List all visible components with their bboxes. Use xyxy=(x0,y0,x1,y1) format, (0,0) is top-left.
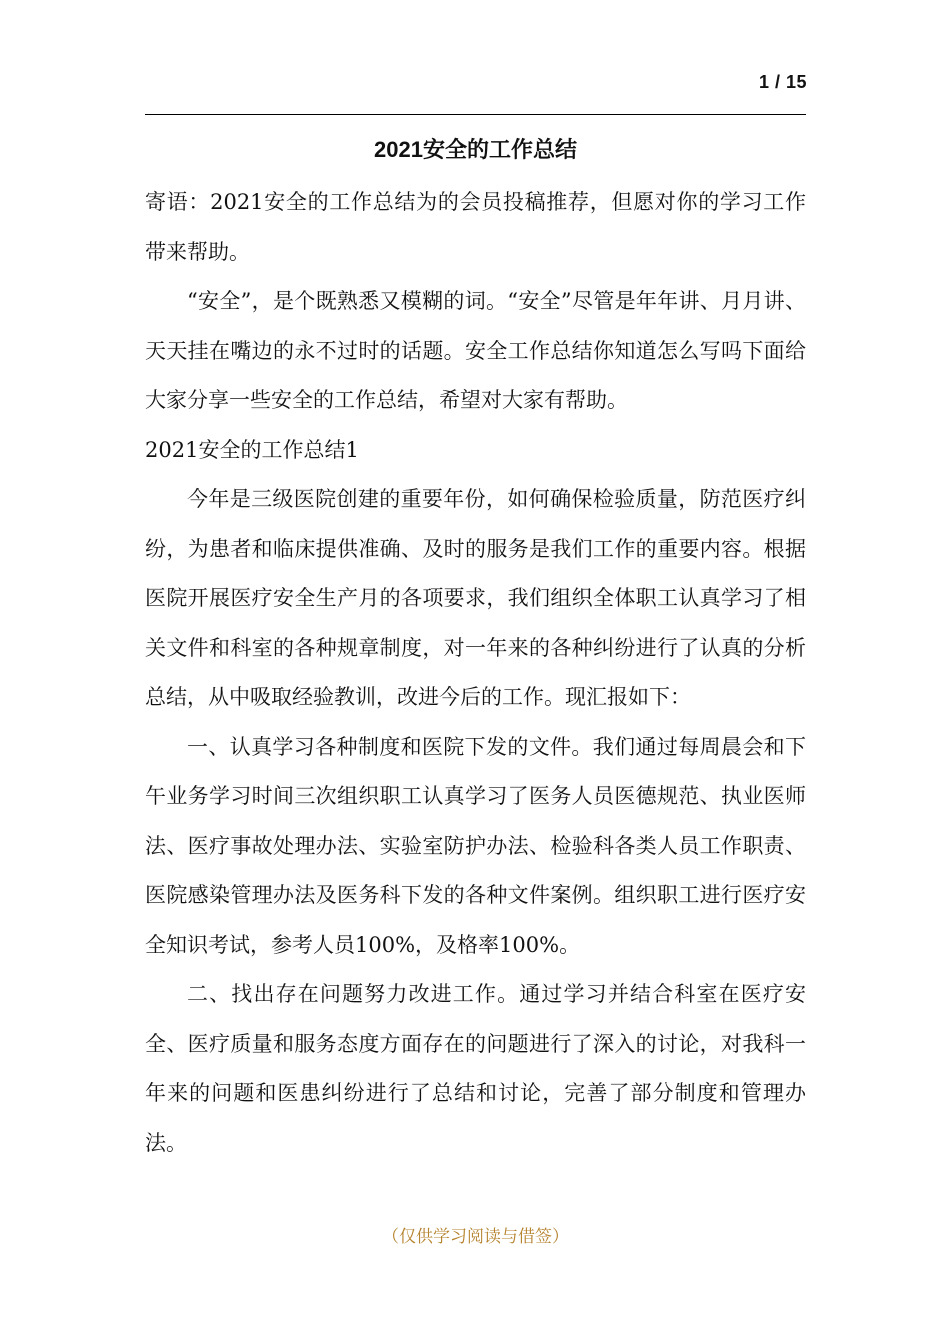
document-body xyxy=(145,178,806,1168)
body-paragraph: 一、认真学习各种制度和医院下发的文件。我们通过每周晨会和下午业务学习时间三次组织职工认真学习了医务人员医德规范、执业医师法、医疗事故处理办法、实验室防护办法、检验科各类人员工作职责、医院感染管理办法及医务科下发的各种文件案例。组织职工进行医疗安全知识考试，参考人员100%，及格率100%。 xyxy=(145,734,806,957)
foreword-paragraph: 寄语：2021安全的工作总结为的会员投稿推荐，但愿对你的学习工作带来帮助。 xyxy=(145,190,806,264)
page-number: 1 / 15 xyxy=(758,72,807,92)
footer-note: （仅供学习阅读与借签） xyxy=(382,1227,569,1247)
body-paragraph: 今年是三级医院创建的重要年份，如何确保检验质量，防范医疗纠纷，为患者和临床提供准确、及时的服务是我们工作的重要内容。根据医院开展医疗安全生产月的各项要求，我们组织全体职工认真学习了相关文件和科室的各种规章制度，对一年来的各种纠纷进行了认真的分析总结，从中吸取经验教训，改进今后的工作。现汇报如下： xyxy=(145,487,806,709)
header-divider xyxy=(145,114,806,115)
section-heading: 2021安全的工作总结1 xyxy=(145,437,359,462)
document-title: 2021安全的工作总结 xyxy=(374,137,577,162)
intro-paragraph: “安全”，是个既熟悉又模糊的词。“安全”尽管是年年讲、月月讲、天天挂在嘴边的永不过时的话题。安全工作总结你知道怎么写吗下面给大家分享一些安全的工作总结，希望对大家有帮助。 xyxy=(145,289,806,412)
body-paragraph: 二、找出存在问题努力改进工作。通过学习并结合科室在医疗安全、医疗质量和服务态度方面存在的问题进行了深入的讨论，对我科一年来的问题和医患纠纷进行了总结和讨论，完善了部分制度和管理办法。 xyxy=(145,982,806,1155)
